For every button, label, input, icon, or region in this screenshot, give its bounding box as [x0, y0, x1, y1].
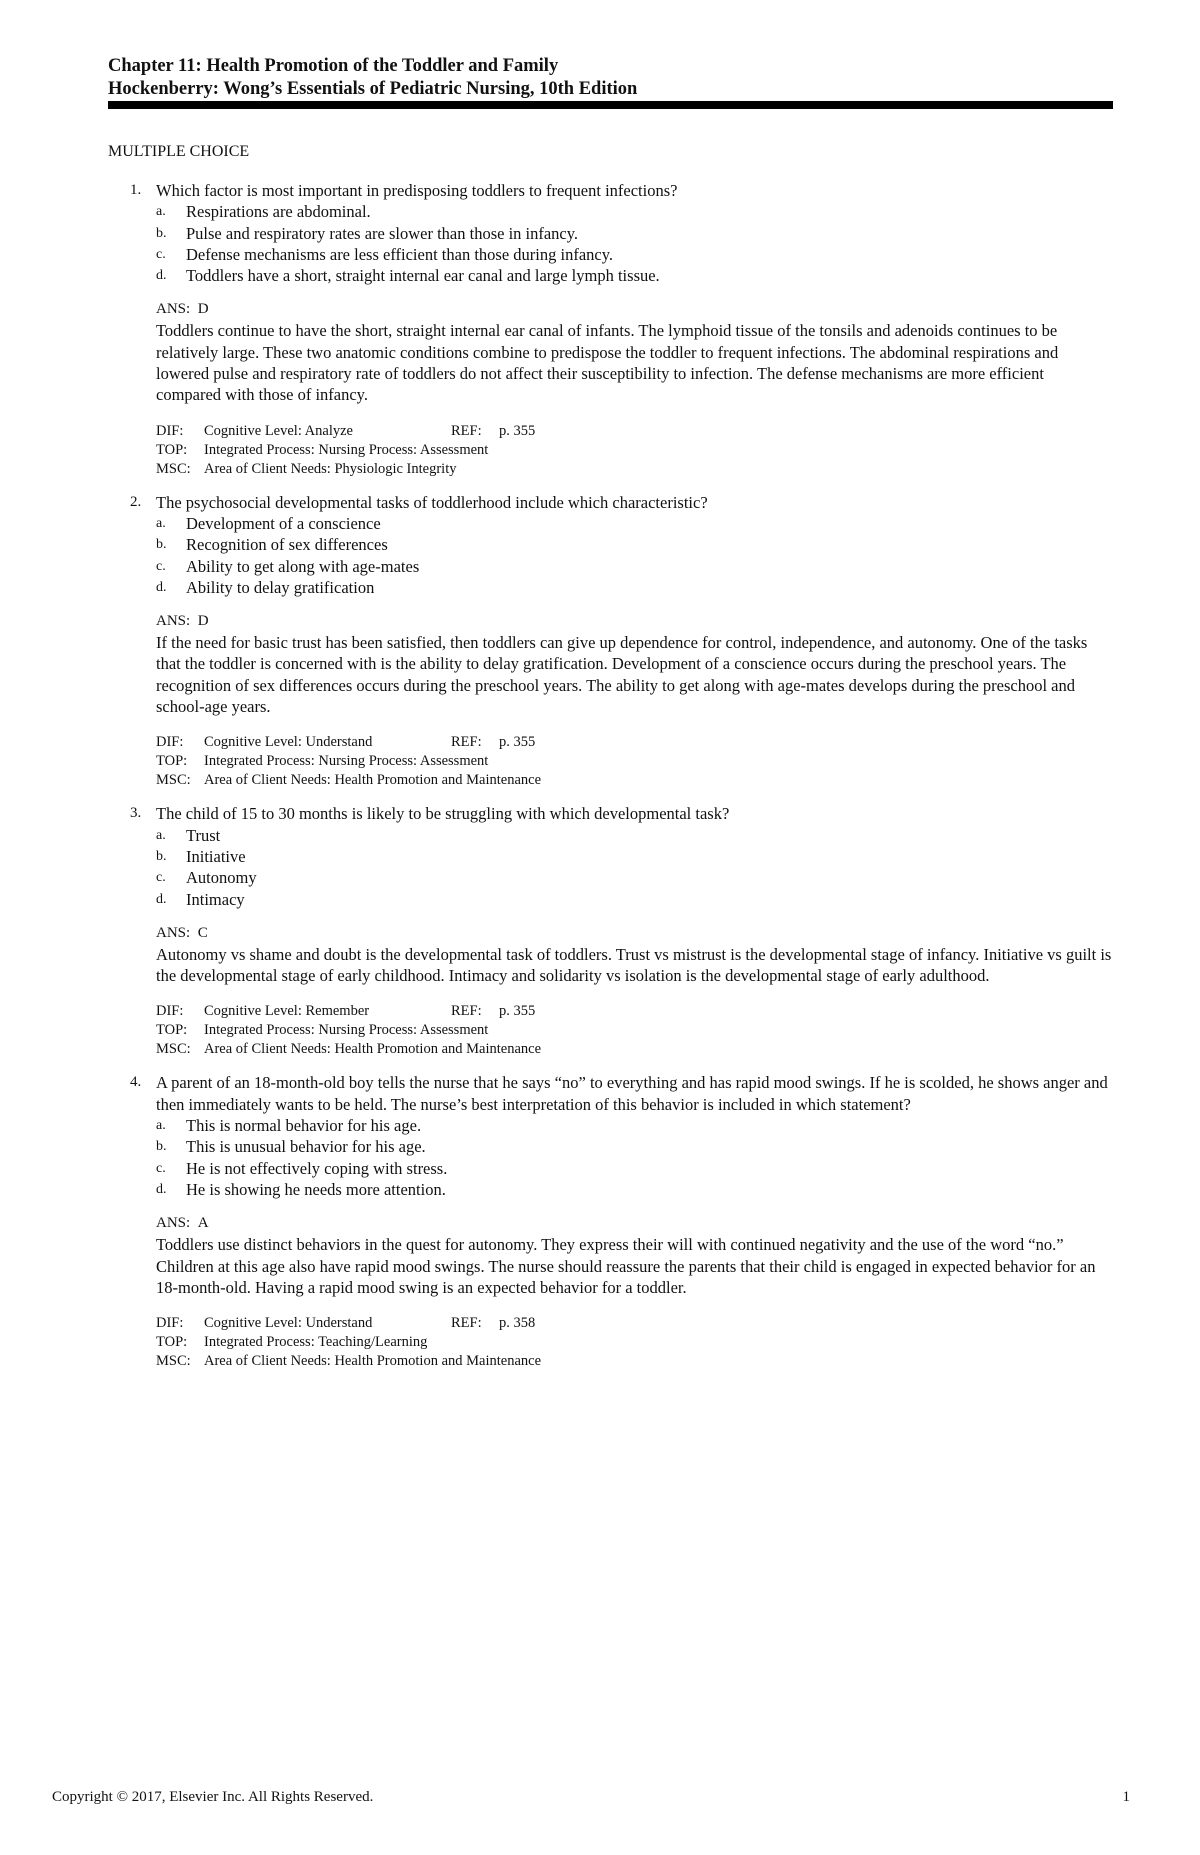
answer-key — [156, 1213, 1115, 1234]
rationale-text: Toddlers use distinct behaviors in the quest for autonomy. They express their will with continued negativity and the use of the word “no.” Children at this age also have rapid mood swings. The nurse should reassure the parents that their child is engaged in expected behavior for an 18-month-old. Having a rapid mood swing is an expected behavior for a toddler. — [156, 1235, 1096, 1297]
top-label: TOP: — [156, 1334, 188, 1351]
dif-value: Cognitive Level: Understand — [204, 1315, 373, 1332]
dif-row — [156, 1002, 1115, 1021]
dif-value: Cognitive Level: Analyze — [204, 422, 353, 439]
question-stem — [130, 1072, 1115, 1115]
option-letter: d. — [156, 268, 167, 284]
option-text: Autonomy — [186, 868, 257, 888]
msc-row — [156, 1040, 1115, 1059]
option-text: Trust — [186, 825, 221, 845]
top-row — [156, 1333, 1115, 1352]
page-number: 1 — [1122, 1789, 1130, 1805]
question-metadata — [130, 1002, 1115, 1059]
msc-label: MSC: — [156, 772, 191, 789]
option-letter: b. — [156, 1139, 167, 1155]
dif-row — [156, 733, 1115, 752]
chapter-title: Chapter 11: Health Promotion of the Toddler and Family — [108, 56, 559, 76]
ref-label: REF: — [451, 1315, 482, 1332]
question-4 — [130, 1072, 1115, 1371]
option-c — [156, 867, 1115, 888]
top-value: Integrated Process: Teaching/Learning — [204, 1334, 428, 1351]
option-text: This is unusual behavior for his age. — [186, 1137, 426, 1157]
answer-options — [130, 201, 1115, 286]
question-stem — [130, 180, 1115, 201]
question-list — [130, 180, 1115, 1384]
rationale-text: Autonomy vs shame and doubt is the developmental task of toddlers. Trust vs mistrust is the developmental stage of infancy. Initiative vs guilt is the developmental stage of early childhood. Intimacy and solidarity vs isolation is the developmental stage of early adulthood. — [156, 944, 1112, 986]
option-letter: a. — [156, 827, 166, 843]
ref-value: p. 355 — [499, 1003, 536, 1020]
dif-row — [156, 422, 1115, 441]
answer-value: D — [197, 301, 209, 318]
top-row — [156, 1021, 1115, 1040]
answer-key — [156, 923, 1115, 944]
answer-value: C — [197, 924, 208, 941]
dif-value: Cognitive Level: Remember — [204, 1003, 370, 1020]
answer-block — [130, 299, 1115, 405]
question-3 — [130, 803, 1115, 1059]
answer-label: ANS: — [156, 924, 191, 941]
page-header — [108, 55, 1108, 101]
question-text: The child of 15 to 30 months is likely to be struggling with which developmental task? — [156, 804, 730, 824]
option-letter: b. — [156, 848, 167, 864]
top-value: Integrated Process: Nursing Process: Assessment — [204, 1022, 489, 1039]
question-number: 3. — [130, 805, 142, 822]
ref-label: REF: — [451, 1003, 482, 1020]
copyright-notice: Copyright © 2017, Elsevier Inc. All Rights Reserved. — [52, 1789, 374, 1805]
option-a — [156, 513, 1115, 534]
option-letter: c. — [156, 870, 166, 886]
option-d — [156, 577, 1115, 598]
answer-key — [156, 299, 1115, 320]
ref-value: p. 355 — [499, 422, 536, 439]
msc-value: Area of Client Needs: Health Promotion and Maintenance — [204, 1353, 542, 1370]
option-b — [156, 1136, 1115, 1157]
msc-label: MSC: — [156, 1041, 191, 1058]
answer-block — [130, 923, 1115, 987]
answer-block — [130, 611, 1115, 717]
question-number: 2. — [130, 493, 142, 510]
top-row — [156, 752, 1115, 771]
option-d — [156, 265, 1115, 286]
dif-value: Cognitive Level: Understand — [204, 734, 373, 751]
option-text: Pulse and respiratory rates are slower than those in infancy. — [186, 223, 579, 243]
ref-label: REF: — [451, 734, 482, 751]
answer-value: D — [197, 613, 209, 630]
option-a — [156, 1115, 1115, 1136]
option-letter: c. — [156, 1160, 166, 1176]
answer-value: A — [197, 1215, 209, 1232]
rationale-text: If the need for basic trust has been satisfied, then toddlers can give up dependence for control, independence, and autonomy. One of the tasks that the toddler is concerned with is the ability to delay gratification. Development of a conscience occurs during the preschool years. The recognition of sex differences occurs during the preschool years. The ability to get along with age-mates develops during the preschool and school-age years. — [156, 633, 1088, 717]
answer-block — [130, 1213, 1115, 1298]
option-c — [156, 556, 1115, 577]
msc-value: Area of Client Needs: Health Promotion and Maintenance — [204, 772, 542, 789]
option-a — [156, 201, 1115, 222]
option-letter: a. — [156, 515, 166, 531]
option-c — [156, 244, 1115, 265]
option-text: Recognition of sex differences — [186, 535, 388, 555]
option-text: Toddlers have a short, straight internal ear canal and large lymph tissue. — [186, 266, 660, 286]
msc-value: Area of Client Needs: Physiologic Integrity — [204, 460, 457, 477]
question-text: The psychosocial developmental tasks of toddlerhood include which characteristic? — [156, 492, 708, 512]
msc-value: Area of Client Needs: Health Promotion and Maintenance — [204, 1041, 542, 1058]
question-text: Which factor is most important in predisposing toddlers to frequent infections? — [156, 181, 678, 200]
msc-label: MSC: — [156, 1353, 191, 1370]
top-row — [156, 441, 1115, 460]
option-text: Intimacy — [186, 889, 245, 909]
answer-label: ANS: — [156, 1215, 191, 1232]
option-text: Development of a conscience — [186, 513, 381, 533]
option-b — [156, 846, 1115, 867]
option-letter: d. — [156, 1181, 167, 1197]
option-d — [156, 889, 1115, 910]
option-text: Respirations are abdominal. — [186, 202, 371, 222]
option-text: He is not effectively coping with stress. — [186, 1158, 448, 1178]
header-divider — [108, 101, 1113, 109]
option-letter: c. — [156, 246, 166, 262]
dif-label: DIF: — [156, 422, 184, 439]
option-letter: a. — [156, 204, 166, 220]
question-metadata — [130, 422, 1115, 479]
option-letter: c. — [156, 558, 166, 574]
option-b — [156, 534, 1115, 555]
option-d — [156, 1179, 1115, 1200]
question-number: 4. — [130, 1074, 142, 1091]
option-c — [156, 1158, 1115, 1179]
section-title: MULTIPLE CHOICE — [108, 143, 250, 160]
question-metadata — [130, 1314, 1115, 1371]
dif-label: DIF: — [156, 734, 184, 751]
question-metadata — [130, 733, 1115, 790]
option-letter: a. — [156, 1118, 166, 1134]
question-2 — [130, 492, 1115, 791]
ref-value: p. 358 — [499, 1315, 536, 1332]
option-text: He is showing he needs more attention. — [186, 1179, 446, 1199]
msc-row — [156, 460, 1115, 479]
option-text: Ability to delay gratification — [186, 577, 375, 597]
msc-row — [156, 771, 1115, 790]
answer-label: ANS: — [156, 613, 191, 630]
dif-label: DIF: — [156, 1315, 184, 1332]
question-stem — [130, 803, 1115, 824]
top-value: Integrated Process: Nursing Process: Assessment — [204, 753, 489, 770]
ref-label: REF: — [451, 422, 482, 439]
answer-label: ANS: — [156, 301, 191, 318]
dif-row — [156, 1314, 1115, 1333]
option-letter: b. — [156, 537, 167, 553]
answer-options — [130, 513, 1115, 598]
rationale-text: Toddlers continue to have the short, straight internal ear canal of infants. The lymphoid tissue of the tonsils and adenoids continues to be relatively large. These two anatomic conditions combine to predispose the toddler to frequent infections. The abdominal respirations and lowered pulse and respiratory rate of toddlers do not affect their susceptibility to infection. The defense mechanisms are more efficient compared with those of infancy. — [156, 321, 1059, 405]
answer-options — [130, 1115, 1115, 1200]
option-letter: b. — [156, 225, 167, 241]
question-number: 1. — [130, 182, 142, 198]
top-label: TOP: — [156, 1022, 188, 1039]
ref-value: p. 355 — [499, 734, 536, 751]
msc-label: MSC: — [156, 460, 191, 477]
question-stem — [130, 492, 1115, 513]
book-title: Hockenberry: Wong’s Essentials of Pediatric Nursing, 10th Edition — [108, 79, 638, 99]
option-b — [156, 223, 1115, 244]
top-label: TOP: — [156, 753, 188, 770]
question-1 — [130, 180, 1115, 479]
answer-options — [130, 825, 1115, 910]
dif-label: DIF: — [156, 1003, 184, 1020]
top-label: TOP: — [156, 441, 188, 458]
option-letter: d. — [156, 891, 167, 907]
option-letter: d. — [156, 579, 167, 595]
answer-key — [156, 611, 1115, 632]
option-text: Defense mechanisms are less efficient than those during infancy. — [186, 244, 614, 264]
option-text: Initiative — [186, 846, 246, 866]
question-text: A parent of an 18-month-old boy tells the nurse that he says “no” to everything and has rapid mood swings. If he is scolded, he shows anger and then immediately wants to be held. The nurse’s best interpretation of this behavior is included in which statement? — [156, 1073, 1108, 1114]
option-text: Ability to get along with age-mates — [186, 556, 420, 576]
option-text: This is normal behavior for his age. — [186, 1116, 422, 1136]
option-a — [156, 825, 1115, 846]
top-value: Integrated Process: Nursing Process: Assessment — [204, 441, 489, 458]
msc-row — [156, 1352, 1115, 1371]
